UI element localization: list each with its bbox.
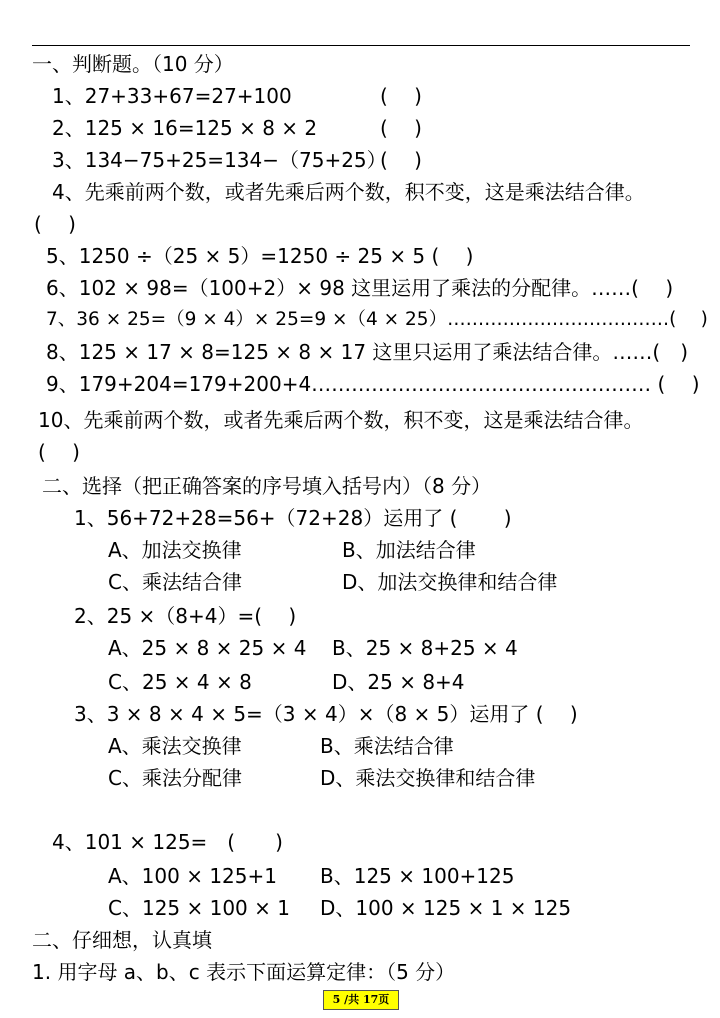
section3-heading: 二、仔细想，认真填: [32, 928, 212, 952]
choice-3-option-b: B、乘法结合律: [320, 734, 454, 758]
choice-1-option-b: B、加法结合律: [342, 538, 476, 562]
answer-blank-2[interactable]: ( ): [380, 116, 422, 140]
answer-blank-1[interactable]: ( ): [380, 84, 422, 108]
choice-3-option-d: D、乘法交换律和结合律: [320, 766, 536, 790]
question-6: 6、102 × 98=（100+2）× 98 这里运用了乘法的分配律。……( ): [46, 276, 674, 300]
section1-heading: 一、判断题。（10 分）: [32, 52, 234, 76]
question-2: 2、125 × 16=125 × 8 × 2: [52, 116, 318, 140]
choice-2-option-a: A、25 × 8 × 25 × 4: [108, 636, 307, 660]
answer-blank-10[interactable]: ( ): [38, 440, 80, 464]
choice-1-option-d: D、加法交换律和结合律: [342, 570, 558, 594]
choice-2-option-c: C、25 × 4 × 8: [108, 670, 252, 694]
question-8: 8、125 × 17 × 8=125 × 8 × 17 这里只运用了乘法结合律。……( ): [46, 340, 689, 364]
question-7: 7、36 × 25=（9 × 4）× 25=9 ×（4 × 25）………………………………( ): [46, 309, 708, 330]
choice-4-option-b: B、125 × 100+125: [320, 864, 515, 888]
section2-heading: 二、选择（把正确答案的序号填入括号内）（8 分）: [42, 474, 492, 498]
choice-4-option-c: C、125 × 100 × 1: [108, 896, 290, 920]
question-9: 9、179+204=179+200+4…………………………………………… ( ): [46, 372, 700, 396]
choice-1-option-c: C、乘法结合律: [108, 570, 242, 594]
choice-2-option-b: B、25 × 8+25 × 4: [332, 636, 518, 660]
choice-question-2: 2、25 ×（8+4）=( ): [74, 604, 297, 628]
answer-blank-3[interactable]: ( ): [380, 148, 422, 172]
choice-3-option-c: C、乘法分配律: [108, 766, 242, 790]
choice-question-1: 1、56+72+28=56+（72+28）运用了 ( ): [74, 506, 512, 530]
question-1: 1、27+33+67=27+100: [52, 84, 292, 108]
question-5: 5、1250 ÷（25 × 5）=1250 ÷ 25 × 5 ( ): [46, 244, 474, 268]
page-number-badge: 5 /共 17页: [323, 990, 399, 1010]
question-10: 10、先乘前两个数，或者先乘后两个数，积不变，这是乘法结合律。: [38, 408, 644, 432]
choice-4-option-a: A、100 × 125+1: [108, 864, 277, 888]
choice-question-4: 4、101 × 125= ( ): [52, 830, 283, 854]
answer-blank-4[interactable]: ( ): [34, 212, 76, 236]
question-3: 3、134−75+25=134−（75+25）: [52, 148, 387, 172]
choice-question-3: 3、3 × 8 × 4 × 5=（3 × 4）×（8 × 5）运用了 ( ): [74, 702, 578, 726]
choice-2-option-d: D、25 × 8+4: [332, 670, 465, 694]
question-4: 4、先乘前两个数，或者先乘后两个数，积不变，这是乘法结合律。: [52, 180, 645, 204]
choice-1-option-a: A、加法交换律: [108, 538, 242, 562]
choice-4-option-d: D、100 × 125 × 1 × 125: [320, 896, 572, 920]
fill-question-1: 1. 用字母 a、b、c 表示下面运算定律：（5 分）: [32, 960, 456, 984]
choice-3-option-a: A、乘法交换律: [108, 734, 242, 758]
header-rule: [32, 45, 690, 46]
